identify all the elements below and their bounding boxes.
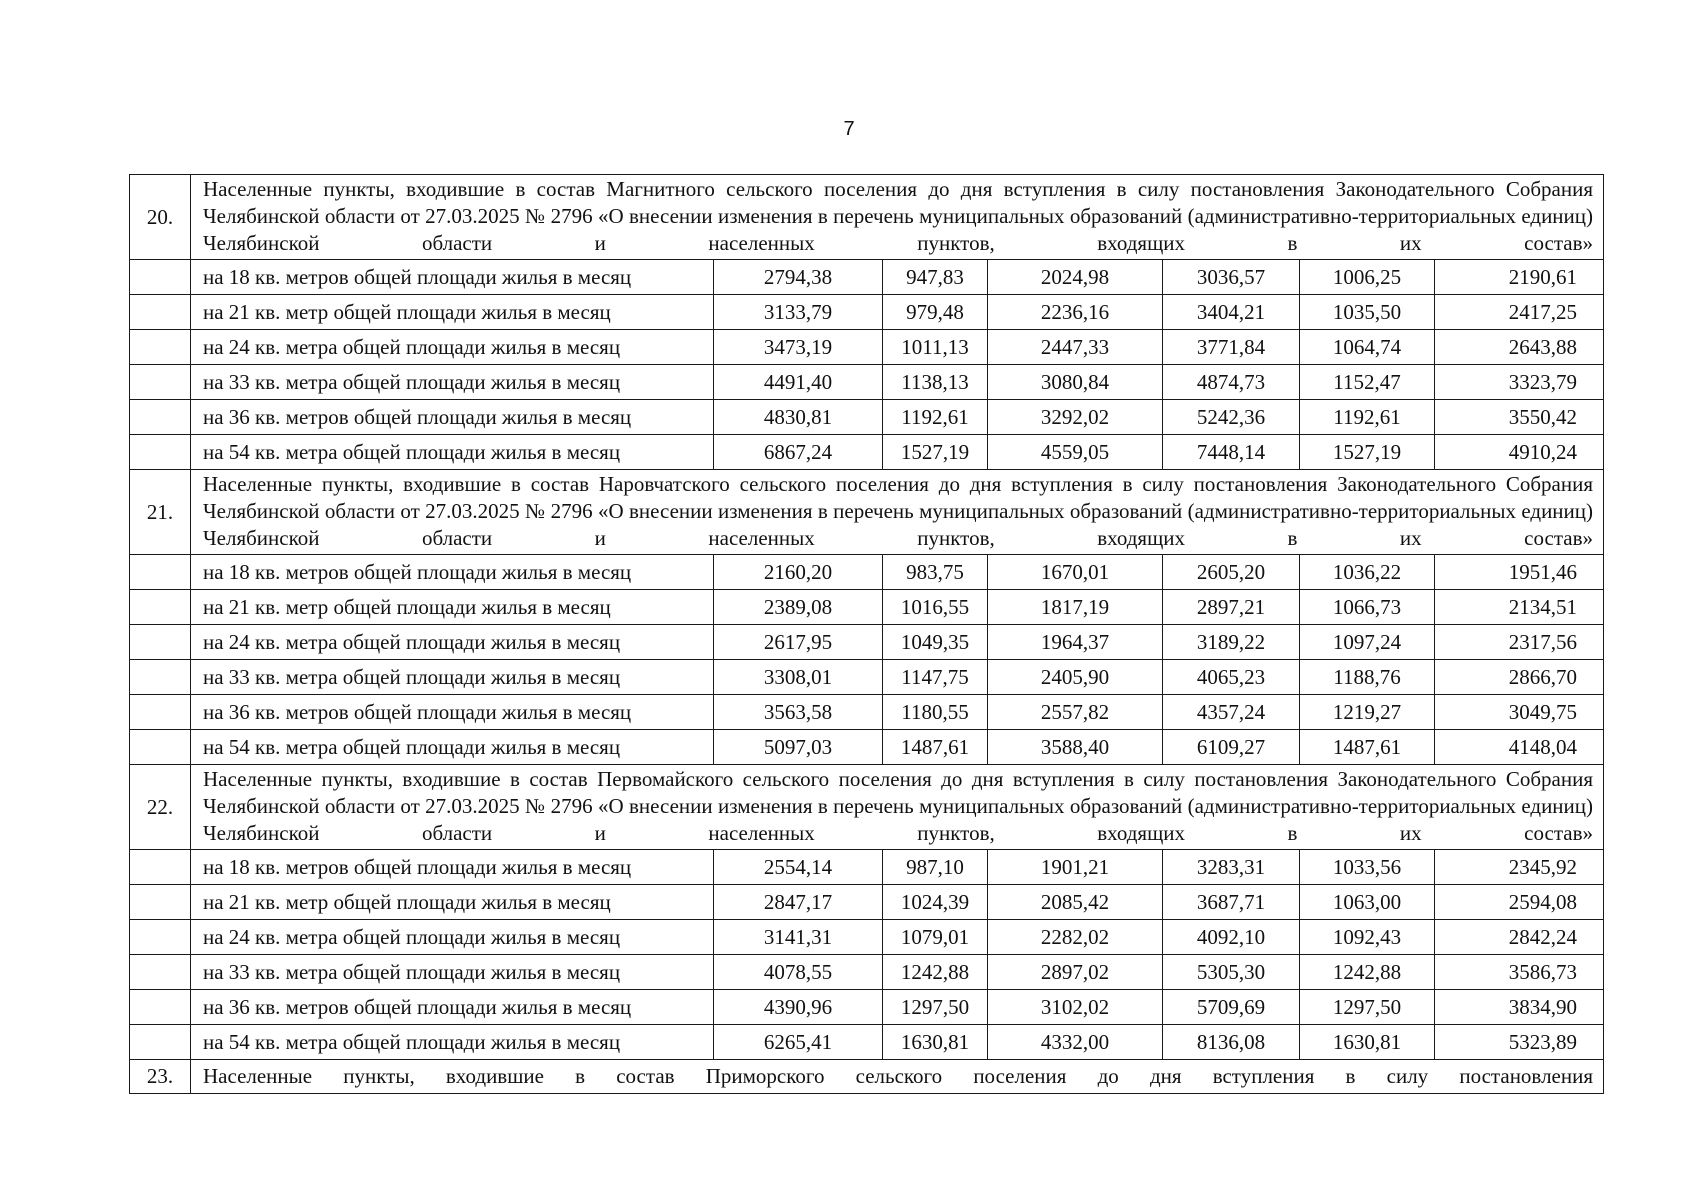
table-row xyxy=(130,435,1604,470)
value-cell: 2236,16 xyxy=(988,295,1163,330)
value-cell: 1817,19 xyxy=(988,590,1163,625)
value-cell: 2557,82 xyxy=(988,695,1163,730)
value-cell: 3834,90 xyxy=(1435,990,1604,1025)
value-cell: 2794,38 xyxy=(714,260,883,295)
value-cell: 3473,19 xyxy=(714,330,883,365)
section-heading: Населенные пункты, входившие в состав Наровчатского сельского поселения до дня вступления в силу постановления Законодательного Собрания Челябинской области от 27.03.2025 № 2796 «О внесении изменения в перечень муниципальных образований (административно-территориальных единиц) Челябинской области и населенных пунктов, входящих в их состав» xyxy=(191,470,1604,555)
empty-number-cell xyxy=(130,625,191,660)
value-cell: 1064,74 xyxy=(1300,330,1435,365)
row-label: на 54 кв. метра общей площади жилья в месяц xyxy=(191,1025,714,1060)
value-cell: 3141,31 xyxy=(714,920,883,955)
value-cell: 8136,08 xyxy=(1163,1025,1300,1060)
value-cell: 4830,81 xyxy=(714,400,883,435)
value-cell: 2024,98 xyxy=(988,260,1163,295)
value-cell: 3080,84 xyxy=(988,365,1163,400)
value-cell: 1011,13 xyxy=(883,330,988,365)
section-number: 22. xyxy=(130,765,191,850)
row-label: на 24 кв. метра общей площади жилья в месяц xyxy=(191,920,714,955)
value-cell: 3036,57 xyxy=(1163,260,1300,295)
empty-number-cell xyxy=(130,1025,191,1060)
empty-number-cell xyxy=(130,365,191,400)
value-cell: 2897,21 xyxy=(1163,590,1300,625)
value-cell: 1297,50 xyxy=(883,990,988,1025)
section-heading: Населенные пункты, входившие в состав Первомайского сельского поселения до дня вступления в силу постановления Законодательного Собрания Челябинской области от 27.03.2025 № 2796 «О внесении изменения в перечень муниципальных образований (административно-территориальных единиц) Челябинской области и населенных пунктов, входящих в их состав» xyxy=(191,765,1604,850)
empty-number-cell xyxy=(130,990,191,1025)
value-cell: 1242,88 xyxy=(883,955,988,990)
value-cell: 3586,73 xyxy=(1435,955,1604,990)
row-label: на 18 кв. метров общей площади жилья в месяц xyxy=(191,260,714,295)
row-label: на 33 кв. метра общей площади жилья в месяц xyxy=(191,660,714,695)
table-row xyxy=(130,920,1604,955)
value-cell: 5305,30 xyxy=(1163,955,1300,990)
value-cell: 2160,20 xyxy=(714,555,883,590)
row-label: на 33 кв. метра общей площади жилья в месяц xyxy=(191,365,714,400)
value-cell: 2417,25 xyxy=(1435,295,1604,330)
table-row xyxy=(130,365,1604,400)
value-cell: 3308,01 xyxy=(714,660,883,695)
section-header-row xyxy=(130,470,1604,555)
value-cell: 5709,69 xyxy=(1163,990,1300,1025)
value-cell: 3049,75 xyxy=(1435,695,1604,730)
value-cell: 3133,79 xyxy=(714,295,883,330)
row-label: на 54 кв. метра общей площади жилья в месяц xyxy=(191,730,714,765)
empty-number-cell xyxy=(130,330,191,365)
value-cell: 1036,22 xyxy=(1300,555,1435,590)
section-heading: Населенные пункты, входившие в состав Приморского сельского поселения до дня вступления в силу постановления xyxy=(191,1060,1604,1094)
value-cell: 5242,36 xyxy=(1163,400,1300,435)
value-cell: 3189,22 xyxy=(1163,625,1300,660)
value-cell: 2134,51 xyxy=(1435,590,1604,625)
row-label: на 21 кв. метр общей площади жилья в месяц xyxy=(191,885,714,920)
table-row xyxy=(130,260,1604,295)
value-cell: 1630,81 xyxy=(883,1025,988,1060)
value-cell: 2847,17 xyxy=(714,885,883,920)
value-cell: 4874,73 xyxy=(1163,365,1300,400)
empty-number-cell xyxy=(130,920,191,955)
value-cell: 3292,02 xyxy=(988,400,1163,435)
value-cell: 4332,00 xyxy=(988,1025,1163,1060)
value-cell: 979,48 xyxy=(883,295,988,330)
value-cell: 3323,79 xyxy=(1435,365,1604,400)
value-cell: 4148,04 xyxy=(1435,730,1604,765)
empty-number-cell xyxy=(130,435,191,470)
value-cell: 1297,50 xyxy=(1300,990,1435,1025)
row-label: на 18 кв. метров общей площади жилья в месяц xyxy=(191,555,714,590)
value-cell: 2190,61 xyxy=(1435,260,1604,295)
empty-number-cell xyxy=(130,260,191,295)
value-cell: 1192,61 xyxy=(1300,400,1435,435)
value-cell: 4078,55 xyxy=(714,955,883,990)
section-header-row xyxy=(130,1060,1604,1094)
section-number: 23. xyxy=(130,1060,191,1094)
value-cell: 4910,24 xyxy=(1435,435,1604,470)
section-heading: Населенные пункты, входившие в состав Магнитного сельского поселения до дня вступления в силу постановления Законодательного Собрания Челябинской области от 27.03.2025 № 2796 «О внесении изменения в перечень муниципальных образований (административно-территориальных единиц) Челябинской области и населенных пунктов, входящих в их состав» xyxy=(191,175,1604,260)
value-cell: 1527,19 xyxy=(883,435,988,470)
row-label: на 21 кв. метр общей площади жилья в месяц xyxy=(191,295,714,330)
value-cell: 2643,88 xyxy=(1435,330,1604,365)
table-row xyxy=(130,730,1604,765)
value-cell: 2594,08 xyxy=(1435,885,1604,920)
row-label: на 36 кв. метров общей площади жилья в месяц xyxy=(191,400,714,435)
value-cell: 4065,23 xyxy=(1163,660,1300,695)
value-cell: 2085,42 xyxy=(988,885,1163,920)
value-cell: 4390,96 xyxy=(714,990,883,1025)
table-row xyxy=(130,850,1604,885)
value-cell: 1219,27 xyxy=(1300,695,1435,730)
empty-number-cell xyxy=(130,695,191,730)
value-cell: 5097,03 xyxy=(714,730,883,765)
value-cell: 1016,55 xyxy=(883,590,988,625)
empty-number-cell xyxy=(130,660,191,695)
value-cell: 1152,47 xyxy=(1300,365,1435,400)
value-cell: 2389,08 xyxy=(714,590,883,625)
empty-number-cell xyxy=(130,555,191,590)
value-cell: 4092,10 xyxy=(1163,920,1300,955)
value-cell: 2617,95 xyxy=(714,625,883,660)
value-cell: 1487,61 xyxy=(883,730,988,765)
value-cell: 1097,24 xyxy=(1300,625,1435,660)
value-cell: 1951,46 xyxy=(1435,555,1604,590)
value-cell: 1049,35 xyxy=(883,625,988,660)
value-cell: 2405,90 xyxy=(988,660,1163,695)
value-cell: 5323,89 xyxy=(1435,1025,1604,1060)
value-cell: 983,75 xyxy=(883,555,988,590)
value-cell: 2554,14 xyxy=(714,850,883,885)
section-header-row xyxy=(130,175,1604,260)
value-cell: 2842,24 xyxy=(1435,920,1604,955)
row-label: на 24 кв. метра общей площади жилья в месяц xyxy=(191,330,714,365)
empty-number-cell xyxy=(130,590,191,625)
value-cell: 7448,14 xyxy=(1163,435,1300,470)
section-header-row xyxy=(130,765,1604,850)
empty-number-cell xyxy=(130,730,191,765)
empty-number-cell xyxy=(130,850,191,885)
value-cell: 4559,05 xyxy=(988,435,1163,470)
table-row xyxy=(130,955,1604,990)
value-cell: 2282,02 xyxy=(988,920,1163,955)
value-cell: 2447,33 xyxy=(988,330,1163,365)
table-row xyxy=(130,660,1604,695)
value-cell: 1066,73 xyxy=(1300,590,1435,625)
row-label: на 18 кв. метров общей площади жилья в месяц xyxy=(191,850,714,885)
value-cell: 987,10 xyxy=(883,850,988,885)
value-cell: 1192,61 xyxy=(883,400,988,435)
value-cell: 3687,71 xyxy=(1163,885,1300,920)
value-cell: 1630,81 xyxy=(1300,1025,1435,1060)
value-cell: 1035,50 xyxy=(1300,295,1435,330)
empty-number-cell xyxy=(130,885,191,920)
table-row xyxy=(130,885,1604,920)
table-row xyxy=(130,695,1604,730)
value-cell: 1180,55 xyxy=(883,695,988,730)
value-cell: 2317,56 xyxy=(1435,625,1604,660)
empty-number-cell xyxy=(130,400,191,435)
value-cell: 2866,70 xyxy=(1435,660,1604,695)
value-cell: 3550,42 xyxy=(1435,400,1604,435)
tariff-table xyxy=(129,174,1604,1094)
value-cell: 2897,02 xyxy=(988,955,1163,990)
table-row xyxy=(130,625,1604,660)
value-cell: 947,83 xyxy=(883,260,988,295)
table-row xyxy=(130,330,1604,365)
value-cell: 6265,41 xyxy=(714,1025,883,1060)
value-cell: 3563,58 xyxy=(714,695,883,730)
empty-number-cell xyxy=(130,955,191,990)
value-cell: 3588,40 xyxy=(988,730,1163,765)
page-number: 7 xyxy=(843,118,855,140)
value-cell: 1024,39 xyxy=(883,885,988,920)
value-cell: 6867,24 xyxy=(714,435,883,470)
value-cell: 4491,40 xyxy=(714,365,883,400)
value-cell: 1092,43 xyxy=(1300,920,1435,955)
value-cell: 1006,25 xyxy=(1300,260,1435,295)
table-row xyxy=(130,990,1604,1025)
row-label: на 21 кв. метр общей площади жилья в месяц xyxy=(191,590,714,625)
row-label: на 36 кв. метров общей площади жилья в месяц xyxy=(191,990,714,1025)
value-cell: 1901,21 xyxy=(988,850,1163,885)
value-cell: 4357,24 xyxy=(1163,695,1300,730)
row-label: на 36 кв. метров общей площади жилья в месяц xyxy=(191,695,714,730)
value-cell: 1188,76 xyxy=(1300,660,1435,695)
row-label: на 54 кв. метра общей площади жилья в месяц xyxy=(191,435,714,470)
value-cell: 1487,61 xyxy=(1300,730,1435,765)
row-label: на 24 кв. метра общей площади жилья в месяц xyxy=(191,625,714,660)
value-cell: 2605,20 xyxy=(1163,555,1300,590)
table-row xyxy=(130,1025,1604,1060)
value-cell: 1242,88 xyxy=(1300,955,1435,990)
table-row xyxy=(130,590,1604,625)
section-number: 21. xyxy=(130,470,191,555)
value-cell: 1964,37 xyxy=(988,625,1163,660)
value-cell: 3771,84 xyxy=(1163,330,1300,365)
value-cell: 6109,27 xyxy=(1163,730,1300,765)
table-row xyxy=(130,400,1604,435)
value-cell: 3102,02 xyxy=(988,990,1163,1025)
value-cell: 1527,19 xyxy=(1300,435,1435,470)
empty-number-cell xyxy=(130,295,191,330)
table-row xyxy=(130,555,1604,590)
value-cell: 1033,56 xyxy=(1300,850,1435,885)
section-number: 20. xyxy=(130,175,191,260)
table-row xyxy=(130,295,1604,330)
value-cell: 2345,92 xyxy=(1435,850,1604,885)
value-cell: 1063,00 xyxy=(1300,885,1435,920)
value-cell: 1079,01 xyxy=(883,920,988,955)
value-cell: 1670,01 xyxy=(988,555,1163,590)
row-label: на 33 кв. метра общей площади жилья в месяц xyxy=(191,955,714,990)
value-cell: 1138,13 xyxy=(883,365,988,400)
value-cell: 3283,31 xyxy=(1163,850,1300,885)
value-cell: 1147,75 xyxy=(883,660,988,695)
value-cell: 3404,21 xyxy=(1163,295,1300,330)
